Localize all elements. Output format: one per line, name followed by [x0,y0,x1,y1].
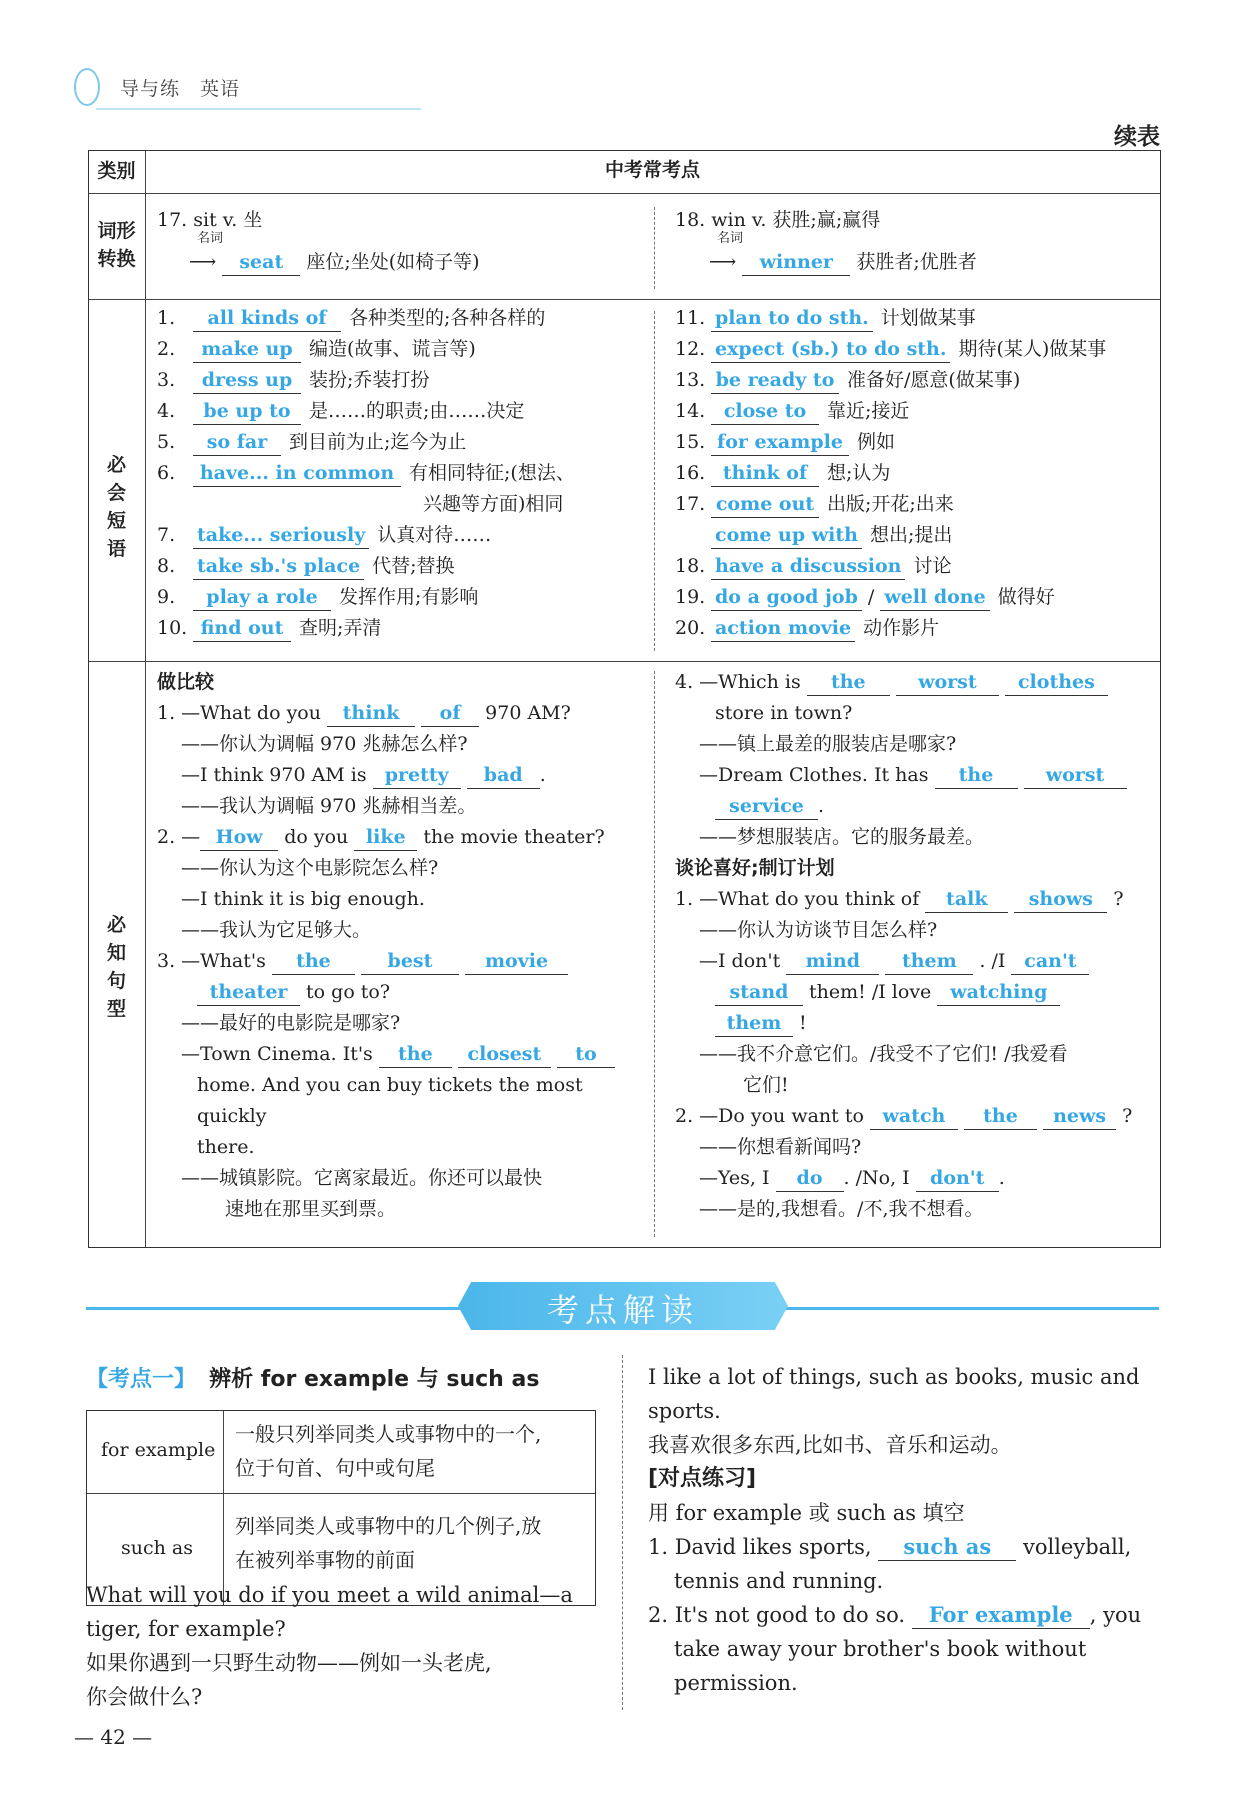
p1e-end: ! [799,1012,807,1034]
phrase-answer: make up [193,336,301,363]
q4-line-d [675,760,1155,791]
phrase-answer: have a discussion [711,553,905,580]
q1-end: 970 AM? [485,702,571,724]
practice-1-answer: such as [878,1534,1016,1561]
phrase-number: 1. [157,307,176,329]
example-1-line-2: tiger, for example? [86,1617,286,1641]
page-number: — 42 — [74,1725,153,1749]
q4-translation: ——镇上最差的服装店是哪家? [699,733,957,755]
word-form-left-answer: seat [222,249,300,276]
phrase-meaning: 讨论 [913,555,952,577]
phrase-answer: close to [711,398,819,425]
p1g-translation: 它们! [743,1074,789,1096]
q3d-answer-3: to [557,1041,615,1068]
phrase-answer: for example [711,429,849,456]
p2-translation: ——你想看新闻吗? [699,1136,862,1158]
desc-for-example-1: 一般只列举同类人或事物中的一个, [235,1422,542,1446]
p1-answer-2: shows [1014,886,1107,913]
phrase-answer: find out [193,615,291,642]
example-1-line-3: 如果你遇到一只野生动物——例如一头老虎, [86,1651,492,1675]
phrase-answer: think of [711,460,819,487]
p1c-answer-1: mind [786,948,879,975]
phrase-meaning: 装扮;乔装打扮 [309,369,430,391]
q2-translation: ——你认为这个电影院怎么样? [181,857,439,879]
category-sentences [89,911,144,1023]
p2-line-a [675,1101,1155,1132]
phrase-meaning: 编造(故事、谎言等) [309,338,476,360]
desc-for-example-2: 位于句首、句中或句尾 [235,1456,435,1480]
word-form-left-label: 名词 [197,231,224,246]
main-table [88,150,1161,1248]
practice-1-text: 1. David likes sports, [648,1535,872,1559]
practice-2-text: 2. It's not good to do so. [648,1603,906,1627]
phrase-row [157,582,647,613]
phrase-row [675,582,1155,613]
arrow-icon: ⟶ [189,251,217,273]
p1e-answer: them [715,1010,793,1037]
p1-line-a [675,884,1155,915]
p1c-text: —I don't [699,950,781,972]
phrase-meaning: 各种类型的;各种各样的 [349,307,546,329]
desc-such-as-2: 在被列举事物的前面 [235,1548,415,1572]
q2-mid: do you [284,826,349,848]
phrase-answer: have... in common [193,460,401,487]
phrase-row [675,396,1155,427]
example-1-line-4: 你会做什么? [86,1685,203,1709]
phrase-answer: dress up [193,367,301,394]
phrase-meaning: 准备好/愿意(做某事) [847,369,1021,391]
p1c-answer-3: can't [1011,948,1089,975]
q3-line-a [157,946,647,977]
phrase-row [675,334,1155,365]
phrase-answer: take sb.'s place [193,553,364,580]
p1c-answer-2: them [885,948,973,975]
sentences-left-column [157,667,647,1225]
q1-answer-2: of [421,700,479,727]
q3b-answer: theater [197,979,300,1006]
q1-answer-1: think [327,700,415,727]
phrase-meaning: 发挥作用;有影响 [339,586,479,608]
phrase-separator: / [861,586,881,608]
phrase-row [675,303,1155,334]
phrase-meaning: 期待(某人)做某事 [958,338,1107,360]
category-phrases-text: 必会 短语 [106,454,126,560]
phrase-meaning: 想;认为 [827,462,891,484]
phrase-number: 8. [157,555,176,577]
phrase-meaning: 是……的职责;由……决定 [309,400,525,422]
p1d-answer-2: watching [937,979,1060,1006]
p1-answer-1: talk [925,886,1008,913]
phrase-number: 11. [675,307,706,329]
row-divider [89,193,1160,194]
q2-line-a [157,822,647,853]
q4d-answer-1: the [935,762,1018,789]
phrase-answer: do a good job [711,584,862,611]
p2c-answer-2: don't [916,1165,999,1192]
comparison-table-row-divider [87,1493,595,1494]
q4-line-a [675,667,1155,698]
head-points: 中考常考点 [604,159,700,181]
p1-end: ? [1113,888,1124,910]
phrase-number: 20. [675,617,706,639]
p1-line-c [675,946,1155,977]
p2-answer-2: the [964,1103,1037,1130]
phrase-number: 16. [675,462,706,484]
header-title: 导与练 英语 [120,78,241,100]
q1c-answer-2: bad [467,762,540,789]
phrase-number: 18. [675,555,706,577]
phrase-meaning: 靠近;接近 [827,400,910,422]
practice-2-line-2: take away your brother's book without [674,1637,1087,1661]
arrow-icon: ⟶ [709,251,737,273]
q3d-answer-1: the [379,1041,452,1068]
q2-answer-2: like [354,824,417,851]
p1-line-d [675,977,1155,1008]
practice-instruction: 用 for example 或 such as 填空 [648,1501,965,1525]
phrase-answer: play a role [193,584,331,611]
q4f-translation: ——梦想服装店。它的服务最差。 [699,826,985,848]
row-divider [89,299,1160,300]
word-form-right-line2 [709,247,977,278]
phrase-number: 19. [675,586,706,608]
q3h-translation: 速地在那里买到票。 [225,1198,397,1220]
phrase-meaning: 有相同特征;(想法、 [409,462,575,484]
phrase-row [157,303,647,334]
phrase-row [157,520,647,551]
phrase-answer: take... seriously [193,522,369,549]
preferences-heading: 谈论喜好;制订计划 [675,857,835,879]
book-logo-icon [74,68,100,106]
p1d-answer-1: stand [715,979,803,1006]
phrase-number: 14. [675,400,706,422]
q2c-text: —I think it is big enough. [181,888,425,910]
category-phrases [89,423,144,591]
q3d-answer-2: closest [458,1041,551,1068]
phrase-meaning: 认真对待…… [377,524,492,546]
practice-2-answer: For example [912,1602,1090,1629]
p1-line-e [675,1008,1155,1039]
q1-line-c [157,760,647,791]
q4-line-e [675,791,1155,822]
phrase-answer: so far [193,429,281,456]
phrase-row [675,551,1155,582]
phrase-meaning: 计划做某事 [880,307,976,329]
q3-answer-2: best [361,948,459,975]
point-heading-row [86,1362,539,1393]
q3-text: 3. —What's [157,950,266,972]
p2c-mid: . /No, I [843,1167,910,1189]
category-divider [145,151,146,1247]
continue-label: 续表 [1114,124,1160,150]
phrase-row [675,365,1155,396]
word-form-right-line1: 18. win v. 获胜;赢;赢得 [675,209,881,231]
term-such-as: such as [121,1537,193,1559]
q3-line-b [157,977,647,1008]
comparison-table [86,1410,596,1606]
phrase-number: 5. [157,431,176,453]
phrase-row [157,458,647,489]
phrase-number: 3. [157,369,176,391]
phrase-row [157,396,647,427]
phrase-meaning: 做得好 [997,586,1055,608]
word-form-right-meaning: 获胜者;优胜者 [856,251,977,273]
phrase-answer: action movie [711,615,855,642]
q3e-text: home. And you can buy tickets the most quickly [197,1074,583,1127]
q1-line-a [157,698,647,729]
q3b-end: to go to? [306,981,391,1003]
category-sentences-text: 必知 句型 [106,914,126,1020]
p1f-translation: ——我不介意它们。/我受不了它们! /我爱看 [699,1043,1068,1065]
p2d-translation: ——是的,我想看。/不,我不想看。 [699,1198,984,1220]
term-for-example: for example [101,1439,216,1461]
phrase-number: 9. [157,586,176,608]
phrase-row [675,489,1155,520]
q4e-answer: service [715,793,818,820]
phrases-right-column [675,303,1155,644]
q4-answer-2: worst [896,669,999,696]
desc-such-as-1: 列举同类人或事物中的几个例子,放 [235,1514,542,1538]
q3d-text: —Town Cinema. It's [181,1043,373,1065]
phrase-number: 7. [157,524,176,546]
comparison-heading: 做比较 [157,671,215,693]
sentences-right-column [675,667,1155,1225]
p2-text: 2. —Do you want to [675,1105,864,1127]
phrase-row [157,365,647,396]
head-category: 类别 [97,160,136,182]
phrase-number: 4. [157,400,176,422]
q2-end: the movie theater? [423,826,605,848]
q1-translation: ——你认为调幅 970 兆赫怎么样? [181,733,468,755]
example-2-line-3: 我喜欢很多东西,比如书、音乐和运动。 [648,1433,1012,1457]
phrase-answer: all kinds of [193,305,341,332]
p1-translation: ——你认为访谈节目怎么样? [699,919,938,941]
phrase-row [675,613,1155,644]
phrase-row [157,551,647,582]
p2-answer-1: watch [870,1103,958,1130]
phrase-meaning: 出版;开花;出来 [827,493,954,515]
column-divider [654,311,655,651]
q3-answer-3: movie [465,948,568,975]
q4b-text: store in town? [715,702,853,724]
word-form-right-label: 名词 [717,231,744,246]
phrase-answer: be ready to [711,367,839,394]
practice-1-line-1 [648,1530,1160,1564]
column-divider [654,671,655,1237]
p1-text: 1. —What do you think of [675,888,920,910]
example-1-line-1: What will you do if you meet a wild animal—a [86,1583,573,1607]
q4-answer-3: clothes [1005,669,1108,696]
example-2-line-2: sports. [648,1399,721,1423]
phrase-row [157,334,647,365]
phrase-number: 10. [157,617,188,639]
q3-line-d [157,1039,647,1070]
phrase-number: 12. [675,338,706,360]
q1c-end: . [539,764,546,786]
q1c-translation: ——我认为调幅 970 兆赫相当差。 [181,795,477,817]
practice-1-line-2: tennis and running. [674,1569,884,1593]
q2c-translation: ——我认为它足够大。 [181,919,372,941]
phrase-answer-alt: well done [880,584,989,611]
phrase-meaning: 兴趣等方面)相同 [423,493,564,515]
section-right-column [648,1360,1160,1700]
q3f-text: there. [197,1136,255,1158]
phrase-number: 13. [675,369,706,391]
p2-answer-3: news [1043,1103,1116,1130]
comparison-table-divider [223,1411,224,1605]
q1-text: 1. —What do you [157,702,321,724]
phrase-row [157,489,647,520]
q4e-end: . [818,795,825,817]
phrase-answer: be up to [193,398,301,425]
p2-end: ? [1122,1105,1133,1127]
practice-2-end: , you [1089,1603,1142,1627]
phrase-meaning: 查明;弄清 [299,617,382,639]
q2-answer-1: How [200,824,278,851]
p2c-text: —Yes, I [699,1167,770,1189]
q4-answer-1: the [807,669,890,696]
q2-prefix: 2. — [157,826,201,848]
phrase-number: 15. [675,431,706,453]
practice-2-line-1 [648,1598,1160,1632]
p2c-end: . [998,1167,1005,1189]
category-word-form: 词形 转换 [97,220,136,270]
phrase-answer: expect (sb.) to do sth. [711,336,950,363]
example-1 [86,1578,598,1714]
word-form-right-answer: winner [742,249,850,276]
word-form-left-line1: 17. sit v. 坐 [157,209,263,231]
phrase-row [157,613,647,644]
phrase-row [675,458,1155,489]
p1c-mid: . /I [979,950,1006,972]
q4d-text: —Dream Clothes. It has [699,764,929,786]
phrase-meaning: 例如 [857,431,896,453]
q3g-translation: ——城镇影院。它离家最近。你还可以最快 [181,1167,543,1189]
word-form-left-meaning: 座位;坐处(如椅子等) [306,251,480,273]
point-tag: 【考点一】 [86,1367,197,1392]
phrase-answer: come up with [711,522,862,549]
phrase-number: 6. [157,462,176,484]
p2c-answer-1: do [776,1165,844,1192]
phrase-number: 17. [675,493,706,515]
column-divider [654,207,655,289]
q3-translation: ——最好的电影院是哪家? [181,1012,401,1034]
practice-title: [对点练习] [648,1466,757,1491]
section-title: 考点解读 [546,1291,699,1329]
practice-2-line-3: permission. [674,1671,798,1695]
phrase-row [675,520,1155,551]
section-column-divider [622,1355,623,1710]
phrase-meaning: 到目前为止;迄今为止 [289,431,467,453]
q1c-answer-1: pretty [373,762,461,789]
p2-line-c [675,1163,1155,1194]
row-divider [89,661,1160,662]
phrase-meaning: 动作影片 [863,617,940,639]
phrases-left-column [157,303,647,644]
q4-text: 4. —Which is [675,671,801,693]
q1c-text: —I think 970 AM is [181,764,367,786]
phrase-meaning: 代替;替换 [372,555,455,577]
phrase-answer: plan to do sth. [711,305,873,332]
phrase-answer: come out [711,491,819,518]
word-form-left-line2 [189,247,480,278]
phrase-meaning: 想出;提出 [869,524,953,546]
phrase-row [675,427,1155,458]
phrase-number: 2. [157,338,176,360]
point-heading: 辨析 for example 与 such as [209,1367,540,1392]
example-2-line-1: I like a lot of things, such as books, music and [648,1365,1140,1389]
header-divider [96,108,421,110]
practice-1-end: volleyball, [1022,1535,1132,1559]
q4d-answer-2: worst [1024,762,1127,789]
q3-answer-1: the [272,948,355,975]
phrase-row [157,427,647,458]
p1d-mid: them! /I love [809,981,932,1003]
